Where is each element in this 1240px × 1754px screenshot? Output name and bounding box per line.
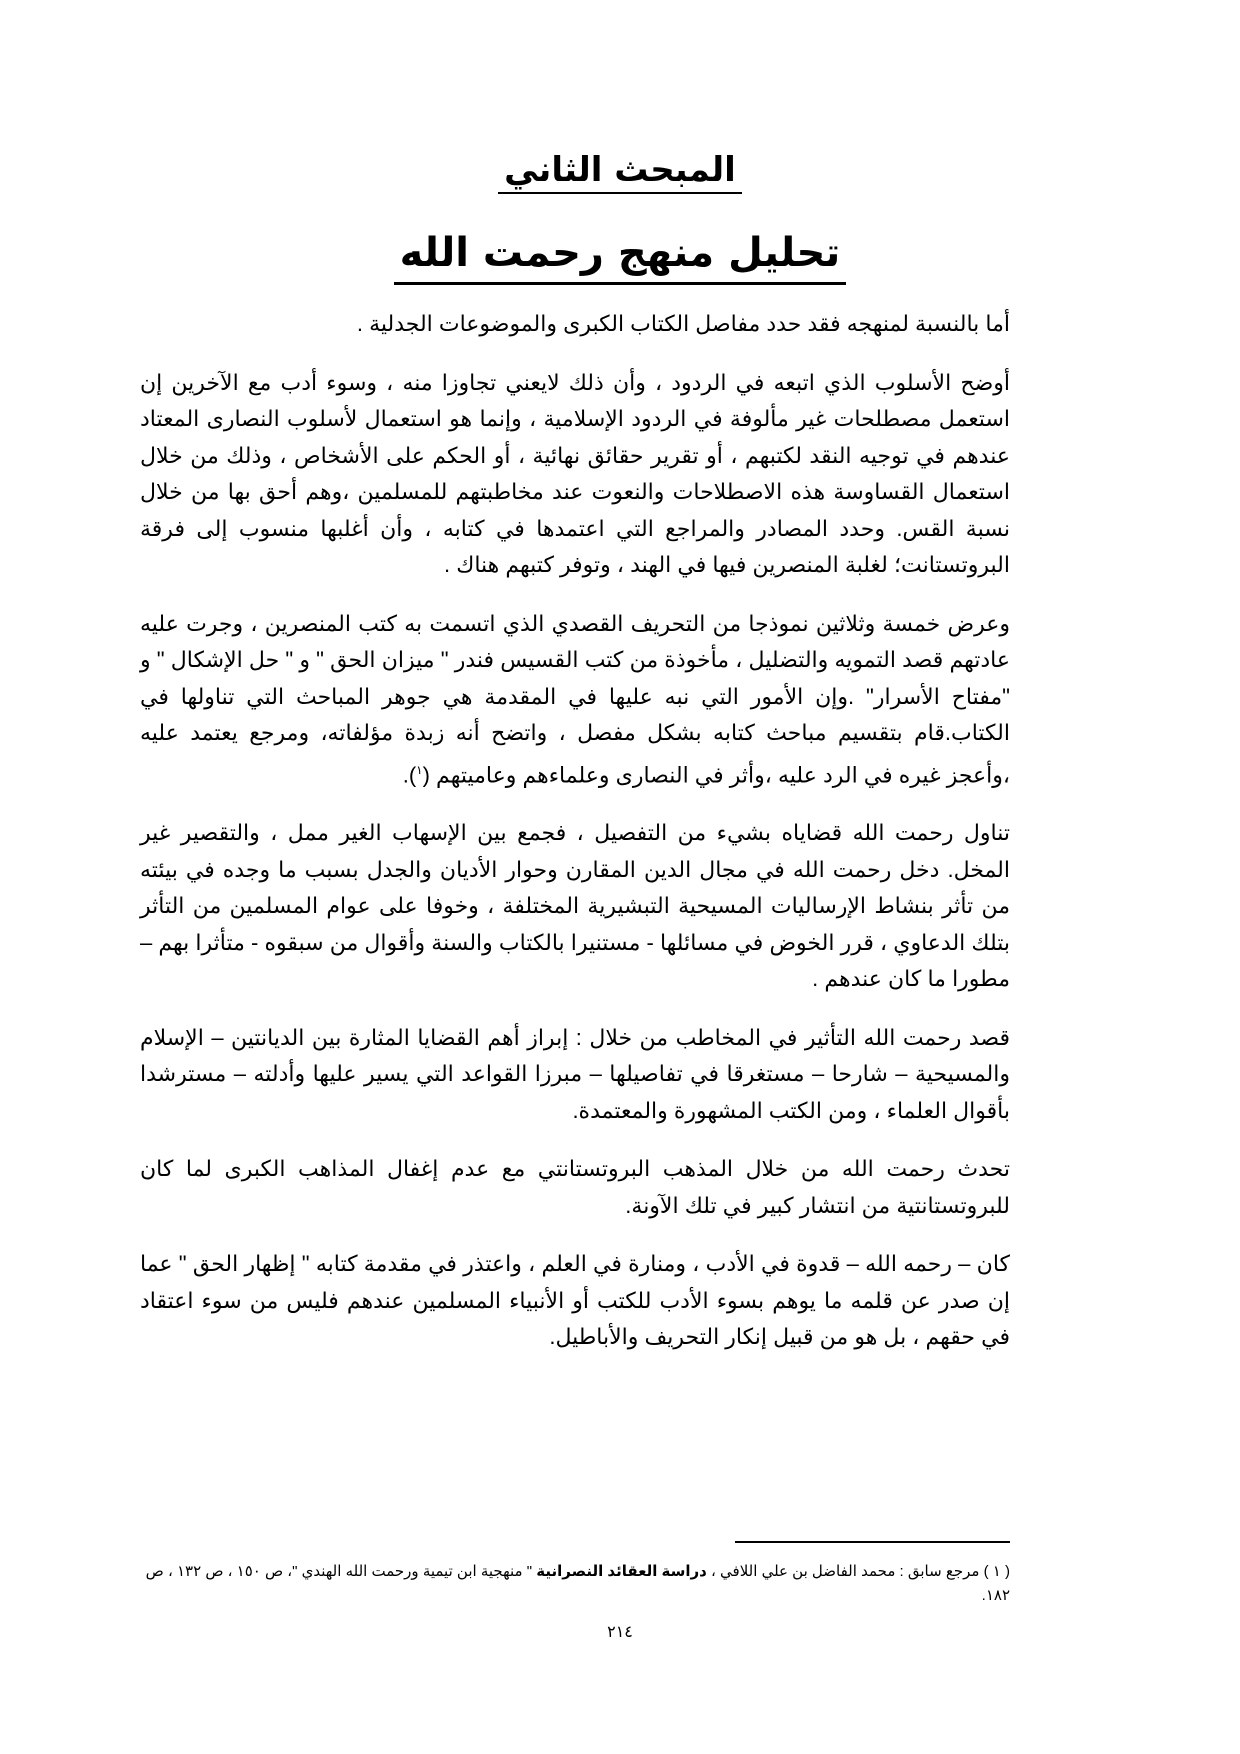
paragraph-text: وعرض خمسة وثلاثين نموذجا من التحريف القصدي الذي اتسمت به كتب المنصرين ، وجرت عليه عادتهم قصد التمويه والتضليل ، مأخوذة من كتب القسيس فندر " ميزان الحق " و " حل الإشكال " و "مفتاح الأسرار" .وإن الأمور التي نبه عليها في المقدمة هي جوهر المباحث التي تناولها في الكتاب.قام بتقسيم مباحث كتابه بشكل مفصل ، واتضح أنه زبدة مؤلفاته، ومرجع يعتمد عليه ،وأعجز غيره في الرد عليه ،وأثر في النصارى وعلماءهم وعاميتهم ( [140, 610, 1010, 787]
footnote-text-end: " منهجية ابن تيمية ورحمت الله الهندي "، ص ١٥٠ ، ص ١٣٢ ، ص ١٨٢. [145, 1563, 1010, 1604]
page-number: ٢١٤ [607, 1624, 633, 1641]
paragraph: تحدث رحمت الله من خلال المذهب البروتستانتي مع عدم إغفال المذاهب الكبرى لما كان للبروتستانتية من انتشار كبير في تلك الآونة. [140, 1156, 1010, 1218]
paragraph-text-end: ). [402, 761, 417, 787]
section-heading-text: المبحث الثاني [498, 150, 742, 194]
paragraph: قصد رحمت الله التأثير في المخاطب من خلال : إبراز أهم القضايا المثارة بين الديانتين – الإسلام والمسيحية – شارحا – مستغرقا في تفاصيلها – مبرزا القواعد التي يسير عليها وأدلته – مسترشدا بأقوال العلماء ، ومن الكتب المشهورة والمعتمدة. [140, 1024, 1010, 1123]
footnote-book-title: دراسة العقائد النصرانية [536, 1563, 707, 1580]
paragraph: كان – رحمه الله – قدوة في الأدب ، ومنارة في العلم ، واعتذر في مقدمة كتابه " إظهار الحق " عما إن صدر عن قلمه ما يوهم بسوء الأدب للكتب أو الأنبياء المسلمين عندهم فليس من سوء اعتقاد في حقهم ، بل هو من قبيل إنكار التحريف والأباطيل. [140, 1251, 1010, 1350]
page-title-text: تحليل منهج رحمت الله [394, 230, 847, 285]
section-heading [0, 150, 1240, 194]
footnote-separator [735, 1541, 1010, 1543]
footnote [140, 1560, 1010, 1608]
paragraph: أما بالنسبة لمنهجه فقد حدد مفاصل الكتاب الكبرى والموضوعات الجدلية . [356, 311, 1010, 336]
paragraph [140, 606, 1010, 794]
paragraph: تناول رحمت الله قضاياه بشيء من التفصيل ، فجمع بين الإسهاب الغير ممل ، والتقصير غير المخل. دخل رحمت الله في مجال الدين المقارن وحوار الأديان والجدل بسبب ما وجده في بيئته من تأثر بنشاط الإرساليات المسيحية التبشيرية المختلفة ، وخوفا على عوام المسلمين من التأثر بتلك الدعاوي ، قرر الخوض في مسائلها - مستنيرا بالكتاب والسنة وأقوال من سبقوه - متأثرا بهم – مطورا ما كان عندهم . [140, 820, 1011, 992]
page-title [0, 230, 1240, 285]
body-text [140, 306, 1010, 1378]
footnote-reference[interactable]: ١ [416, 762, 423, 777]
paragraph: أوضح الأسلوب الذي اتبعه في الردود ، وأن ذلك لايعني تجاوزا منه ، وسوء أدب مع الآخرين إن استعمل مصطلحات غير مألوفة في الردود الإسلامية ، وإنما هو استعمال لأسلوب النصارى المعتاد عندهم في توجيه النقد لكتبهم ، أو تقرير حقائق نهائية ، أو الحكم على الأشخاص ، وذلك من خلال استعمال القساوسة هذه الاصطلاحات والنعوت عند مخاطبتهم للمسلمين ،وهم أحق بها من خلال نسبة القس. وحدد المصادر والمراجع التي اعتمدها في كتابه ، وأن أغلبها منسوب إلى فرقة البروتستانت؛ لغلبة المنصرين فيها في الهند ، وتوفر كتبهم هناك . [140, 369, 1010, 577]
footnote-text: مرجع سابق : محمد الفاضل بن علي اللافي ، [706, 1563, 980, 1580]
footnote-marker: ( ١ ) [983, 1563, 1010, 1580]
